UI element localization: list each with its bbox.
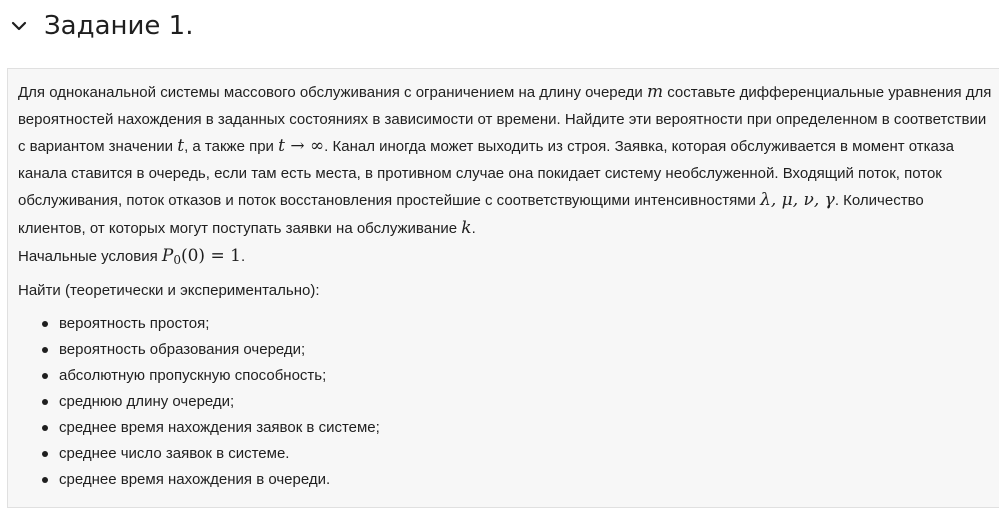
find-label: Найти (теоретически и экспериментально): <box>18 282 320 300</box>
math-init-p: P <box>161 245 174 266</box>
math-var-k: k <box>461 217 472 238</box>
bullet-icon <box>42 373 48 379</box>
section-header <box>0 0 1000 62</box>
list-item-text: абсолютную пропускную способность; <box>59 366 327 384</box>
math-t-limit-arrow: → ∞ <box>284 136 325 157</box>
bullet-icon <box>42 425 48 431</box>
math-init-rest: (0) = 1 <box>180 245 241 266</box>
list-item <box>39 467 993 493</box>
math-var-m: m <box>646 82 664 102</box>
list-item-text: вероятность простоя; <box>59 314 210 332</box>
text-segment: . Канал иногда может выходить из строя. Заявка, которая обслуживается в момент отказа канала ставится в очередь, если там есть места, в противном случае она покидает систему необслуженной. Входящий поток, поток обслуживания, поток отказов и поток восстановления простейшие с соответствующими интенсивностями <box>18 138 954 210</box>
list-item-text: среднее время нахождения в очереди. <box>59 470 331 488</box>
text-segment: . <box>471 219 476 237</box>
list-item-text: среднее число заявок в системе. <box>59 444 290 462</box>
text-segment: составьте дифференциальные уравнения для вероятностей нахождения в заданных состояниях в зависимости от времени. Найдите эти вероятности при определенном в соответствии с вариантом значении <box>18 84 992 156</box>
bullet-icon <box>42 399 48 405</box>
task-paragraph <box>18 79 993 273</box>
section-title: Задание 1. <box>44 11 194 41</box>
task-description <box>18 79 993 493</box>
bullet-icon <box>42 451 48 457</box>
math-init-subscript: 0 <box>173 252 181 267</box>
list-item <box>39 441 993 467</box>
text-segment: , а также при <box>184 138 274 156</box>
text-segment: Начальные условия <box>18 247 158 265</box>
list-item-text: среднюю длину очереди; <box>59 392 235 410</box>
bullet-icon <box>42 347 48 353</box>
list-item <box>39 415 993 441</box>
bullet-icon <box>42 477 48 483</box>
list-item <box>39 363 993 389</box>
requirements-list <box>18 311 993 493</box>
text-segment: . <box>240 247 246 265</box>
bullet-icon <box>42 321 48 327</box>
text-segment: . Количество клиентов, от которых могут поступать заявки на обслуживание <box>18 192 924 237</box>
chevron-down-icon[interactable] <box>10 17 28 35</box>
list-item-text: среднее время нахождения заявок в системе; <box>59 418 380 436</box>
list-item <box>39 389 993 415</box>
text-segment: Для одноканальной системы массового обслуживания с ограничением на длину очереди <box>18 84 643 101</box>
math-var-t: t <box>177 136 185 157</box>
list-item-text: вероятность образования очереди; <box>59 340 306 358</box>
math-rates: λ, μ, ν, γ <box>760 190 835 211</box>
list-item <box>39 337 993 363</box>
list-item <box>39 311 993 337</box>
math-t-limit-var: t <box>278 136 285 157</box>
